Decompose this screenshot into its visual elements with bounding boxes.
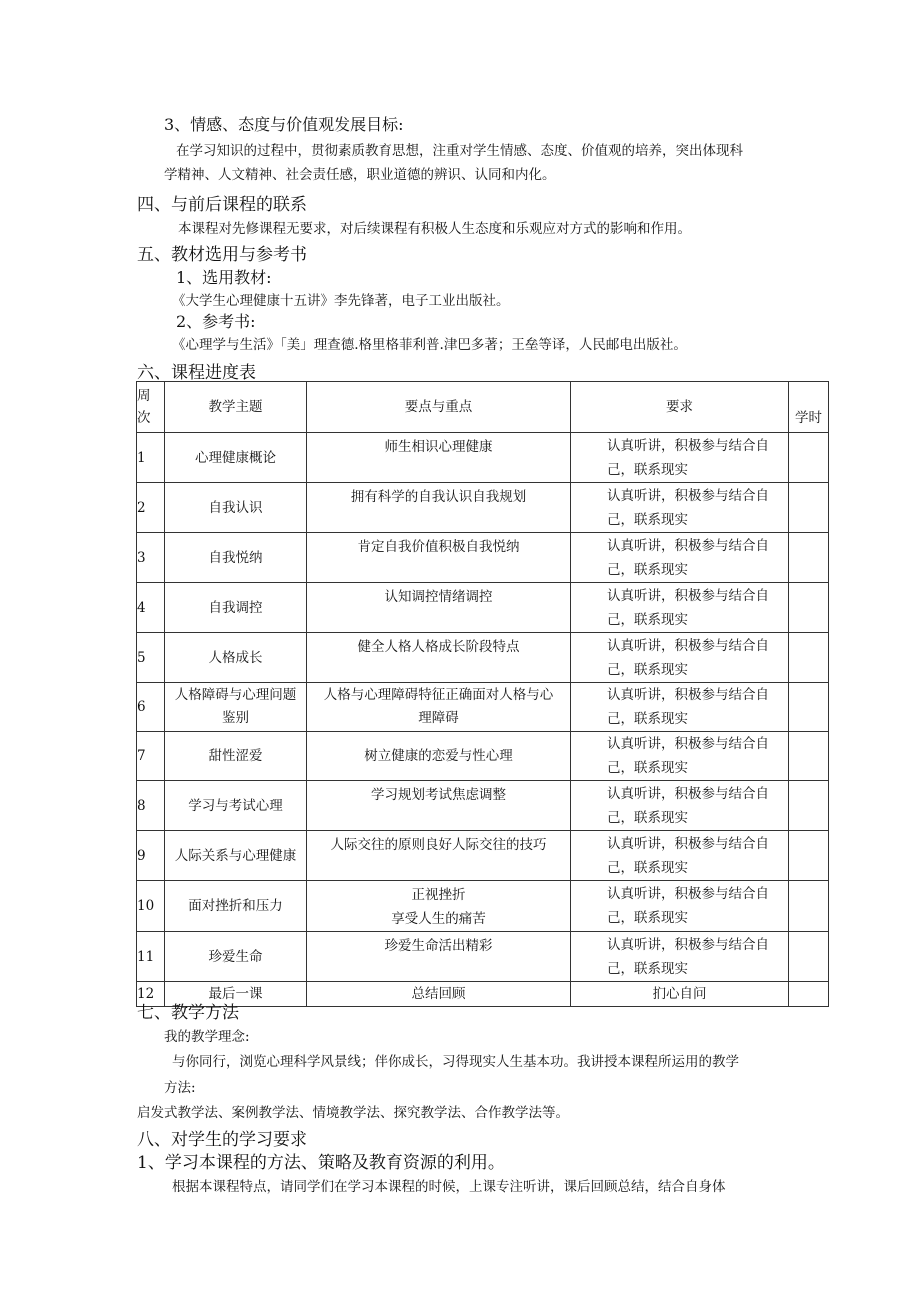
row-hours bbox=[789, 881, 829, 932]
section-3-body-line-2: 学精神、人文精神、社会责任感，职业道德的辨识、认同和内化。 bbox=[164, 167, 556, 183]
table-row bbox=[137, 633, 829, 683]
row-key-points: 人格与心理障碍特征正确面对人格与心 理障碍 bbox=[307, 683, 571, 732]
header-week: 周 次 bbox=[137, 382, 165, 433]
row-number: 1 bbox=[137, 433, 165, 483]
row-hours bbox=[789, 483, 829, 533]
section-5-reference-label: 2、参考书: bbox=[176, 312, 256, 331]
row-number: 4 bbox=[137, 583, 165, 633]
section-7-title: 七、教学方法 bbox=[137, 1003, 239, 1023]
row-hours bbox=[789, 633, 829, 683]
section-5-reference: 《心理学与生活》「美」理查德.格里格菲利普.津巴多著；王垒等译，人民邮电出版社。 bbox=[172, 337, 687, 353]
row-requirements: 认真听讲，积极参与结合自 己，联系现实 bbox=[571, 533, 789, 583]
table-row bbox=[137, 483, 829, 533]
table-row bbox=[137, 831, 829, 881]
row-requirements: 认真听讲，积极参与结合自 己，联系现实 bbox=[571, 932, 789, 982]
table-row bbox=[137, 433, 829, 483]
section-8-subtitle: 1、学习本课程的方法、策略及教育资源的利用。 bbox=[137, 1153, 505, 1173]
row-requirements: 认真听讲，积极参与结合自 己，联系现实 bbox=[571, 633, 789, 683]
section-3-body-line-1: 在学习知识的过程中，贯彻素质教育思想，注重对学生情感、态度、价值观的培养，突出体现科 bbox=[176, 143, 743, 159]
section-4-title: 四、与前后课程的联系 bbox=[137, 195, 307, 215]
row-key-points: 人际交往的原则良好人际交往的技巧 bbox=[307, 831, 571, 881]
row-number: 2 bbox=[137, 483, 165, 533]
section-5-textbook: 《大学生心理健康十五讲》李先锋著，电子工业出版社。 bbox=[172, 293, 510, 309]
row-hours bbox=[789, 732, 829, 781]
section-7-philosophy-label: 我的教学理念: bbox=[164, 1029, 250, 1045]
row-hours bbox=[789, 583, 829, 633]
row-key-points: 肯定自我价值积极自我悦纳 bbox=[307, 533, 571, 583]
row-topic: 自我悦纳 bbox=[165, 533, 307, 583]
row-hours bbox=[789, 683, 829, 732]
section-7-body-line-1: 与你同行，浏览心理科学风景线；伴你成长，习得现实人生基本功。我讲授本课程所运用的教学 bbox=[172, 1054, 739, 1070]
row-topic: 珍爱生命 bbox=[165, 932, 307, 982]
row-topic: 甜性涩爱 bbox=[165, 732, 307, 781]
row-key-points: 学习规划考试焦虑调整 bbox=[307, 781, 571, 831]
header-key-points: 要点与重点 bbox=[307, 382, 571, 433]
section-8-title: 八、对学生的学习要求 bbox=[137, 1130, 307, 1150]
row-number: 7 bbox=[137, 732, 165, 781]
section-7-methods: 启发式教学法、案例教学法、情境教学法、探究教学法、合作教学法等。 bbox=[137, 1105, 569, 1121]
row-requirements: 认真听讲，积极参与结合自 己，联系现实 bbox=[571, 781, 789, 831]
row-key-points: 珍爱生命活出精彩 bbox=[307, 932, 571, 982]
section-3-title: 3、情感、态度与价值观发展目标: bbox=[164, 115, 404, 134]
row-number: 9 bbox=[137, 831, 165, 881]
row-hours bbox=[789, 533, 829, 583]
header-hours: 学时 bbox=[789, 382, 829, 433]
row-number: 5 bbox=[137, 633, 165, 683]
section-5-textbook-label: 1、选用教材: bbox=[176, 268, 272, 287]
table-row bbox=[137, 932, 829, 982]
row-topic: 面对挫折和压力 bbox=[165, 881, 307, 932]
row-number: 6 bbox=[137, 683, 165, 732]
section-8-body: 根据本课程特点，请同学们在学习本课程的时候，上课专注听讲，课后回顾总结，结合自身体 bbox=[172, 1179, 726, 1195]
table-row bbox=[137, 732, 829, 781]
row-requirements: 认真听讲，积极参与结合自 己，联系现实 bbox=[571, 732, 789, 781]
row-topic: 自我调控 bbox=[165, 583, 307, 633]
table-row bbox=[137, 533, 829, 583]
row-requirements: 扪心自问 bbox=[571, 982, 789, 1007]
row-hours bbox=[789, 932, 829, 982]
row-key-points: 正视挫折 享受人生的痛苦 bbox=[307, 881, 571, 932]
table-row bbox=[137, 881, 829, 932]
table-row bbox=[137, 683, 829, 732]
row-key-points: 拥有科学的自我认识自我规划 bbox=[307, 483, 571, 533]
header-requirements: 要求 bbox=[571, 382, 789, 433]
row-number: 3 bbox=[137, 533, 165, 583]
section-7-body-line-2: 方法: bbox=[164, 1080, 196, 1096]
row-hours bbox=[789, 781, 829, 831]
row-requirements: 认真听讲，积极参与结合自 己，联系现实 bbox=[571, 683, 789, 732]
row-requirements: 认真听讲，积极参与结合自 己，联系现实 bbox=[571, 881, 789, 932]
row-topic: 学习与考试心理 bbox=[165, 781, 307, 831]
row-requirements: 认真听讲，积极参与结合自 己，联系现实 bbox=[571, 583, 789, 633]
header-topic: 教学主题 bbox=[165, 382, 307, 433]
section-6-title: 六、课程进度表 bbox=[137, 363, 256, 383]
row-topic: 人格成长 bbox=[165, 633, 307, 683]
row-key-points: 总结回顾 bbox=[307, 982, 571, 1007]
row-key-points: 健全人格人格成长阶段特点 bbox=[307, 633, 571, 683]
row-key-points: 师生相识心理健康 bbox=[307, 433, 571, 483]
row-topic: 人际关系与心理健康 bbox=[165, 831, 307, 881]
row-hours bbox=[789, 982, 829, 1007]
row-topic: 心理健康概论 bbox=[165, 433, 307, 483]
section-4-body: 本课程对先修课程无要求，对后续课程有积极人生态度和乐观应对方式的影响和作用。 bbox=[178, 221, 691, 237]
row-number: 11 bbox=[137, 932, 165, 982]
row-requirements: 认真听讲，积极参与结合自 己，联系现实 bbox=[571, 831, 789, 881]
row-number: 8 bbox=[137, 781, 165, 831]
row-topic: 自我认识 bbox=[165, 483, 307, 533]
table-row bbox=[137, 781, 829, 831]
table-row bbox=[137, 982, 829, 1007]
course-schedule-table bbox=[136, 381, 829, 1007]
row-number: 10 bbox=[137, 881, 165, 932]
row-hours bbox=[789, 433, 829, 483]
row-hours bbox=[789, 831, 829, 881]
row-key-points: 认知调控情绪调控 bbox=[307, 583, 571, 633]
section-5-title: 五、教材选用与参考书 bbox=[137, 245, 307, 265]
row-key-points: 树立健康的恋爱与性心理 bbox=[307, 732, 571, 781]
row-requirements: 认真听讲，积极参与结合自 己，联系现实 bbox=[571, 433, 789, 483]
row-requirements: 认真听讲，积极参与结合自 己，联系现实 bbox=[571, 483, 789, 533]
row-number: 12 bbox=[137, 982, 165, 1007]
table-header-row bbox=[137, 382, 829, 433]
row-topic: 人格障碍与心理问题 鉴别 bbox=[165, 683, 307, 732]
row-topic: 最后一课 bbox=[165, 982, 307, 1007]
table-row bbox=[137, 583, 829, 633]
